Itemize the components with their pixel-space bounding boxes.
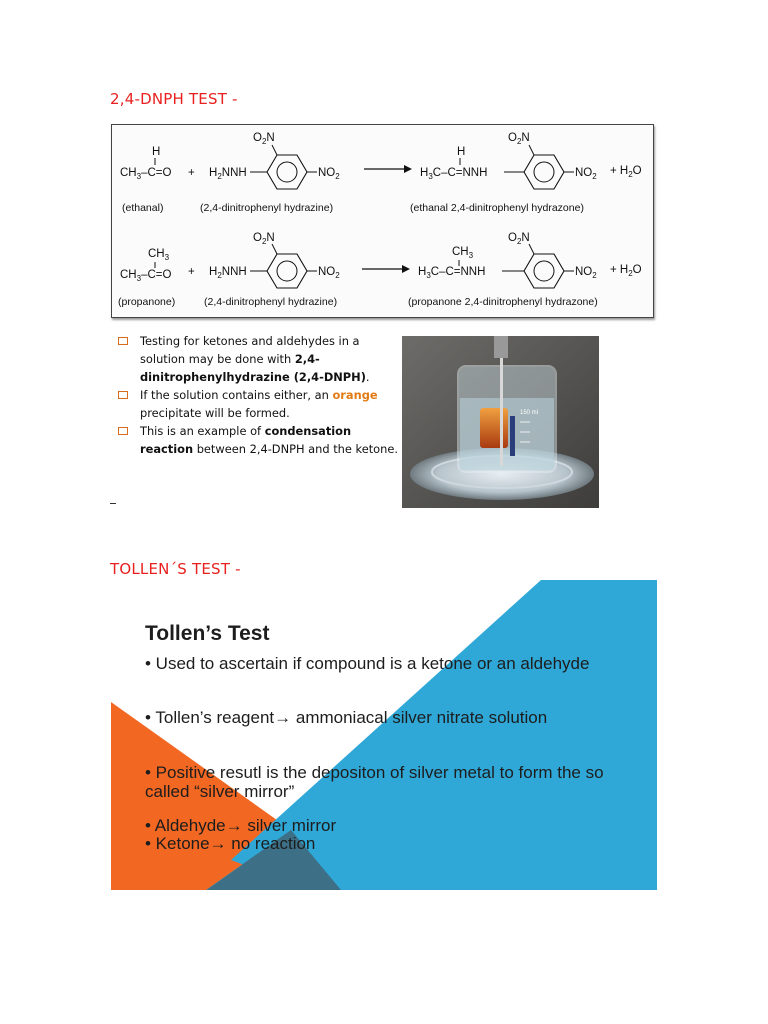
bullet-item: If the solution contains either, an orange precipitate will be formed. — [118, 386, 403, 422]
bullet-box-icon — [118, 427, 128, 435]
svg-text:O2N: $O_2N$ — [253, 232, 275, 246]
reaction-scheme-drawing — [112, 125, 653, 317]
slide-bullet: • Aldehyde→ silver mirror — [145, 816, 337, 835]
svg-text:NO2: $NO_2$ — [318, 167, 340, 181]
label-ethanal-hydrazone: (ethanal 2,4-dinitrophenyl hydrazone) — [410, 202, 584, 214]
bullet-box-icon — [118, 337, 128, 345]
tollens-slide — [111, 580, 657, 890]
svg-text:O2N: $O_2N$ — [253, 132, 275, 146]
svg-text:H3C–C=NNH: $H_3C-C=NNH$ — [420, 167, 488, 181]
label-propanone: (propanone) — [118, 296, 176, 308]
slide-title: Tollen’s Test — [145, 622, 270, 645]
slide-bullet: • Tollen’s reagent→ ammoniacal silver nitrate solution — [145, 708, 548, 727]
svg-text:+ H2O: + $H_2O$ — [610, 264, 642, 278]
svg-text:+: + — [188, 167, 195, 179]
label-hydrazine-2: (2,4-dinitrophenyl hydrazine) — [204, 296, 338, 308]
bullet-item: Testing for ketones and aldehydes in a solution may be done with 2,4-dinitrophenylhydrazine (2,4-DNPH). — [118, 332, 403, 386]
reaction-scheme — [111, 124, 654, 318]
svg-text:CH3: $CH_3$ — [148, 248, 170, 262]
dnph-heading: 2,4-DNPH TEST - — [110, 90, 238, 108]
beaker-photo — [402, 336, 599, 508]
svg-text:H: H — [457, 146, 466, 158]
svg-text:O2N: $O_2N$ — [508, 232, 530, 246]
slide-bullet: • Positive resutl is the depositon of silver metal to form the so called “silver mirror” — [145, 763, 604, 801]
slide-bullet: • Ketone→ no reaction — [145, 834, 316, 853]
bullet-item: This is an example of condensation reaction between 2,4-DNPH and the ketone. — [118, 422, 403, 458]
svg-text:H: H — [152, 146, 161, 158]
divider — [110, 503, 116, 504]
svg-text:NO2: $NO_2$ — [575, 167, 597, 181]
slide-bullet: • Used to ascertain if compound is a ketone or an aldehyde — [145, 654, 590, 673]
svg-text:H3C–C=NNH: $H_3C-C=NNH$ — [418, 266, 486, 280]
svg-text:+: + — [188, 266, 195, 278]
svg-text:H2NNH: $H_2NNH$ — [209, 167, 247, 181]
svg-text:NO2: $NO_2$ — [318, 266, 340, 280]
svg-text:CH3–C=O: $CH_3-C=O$ — [120, 269, 172, 283]
svg-text:NO2: $NO_2$ — [575, 266, 597, 280]
label-propanone-hydrazone: (propanone 2,4-dinitrophenyl hydrazone) — [408, 296, 598, 308]
svg-text:CH3–C=O: $CH_3-C=O$ — [120, 167, 172, 181]
svg-text:CH3: $CH_3$ — [452, 246, 474, 260]
beaker-volume-label: 150 ml — [520, 410, 539, 416]
svg-text:H2NNH: $H_2NNH$ — [209, 266, 247, 280]
tollens-heading: TOLLEN´S TEST - — [110, 560, 241, 578]
label-ethanal: (ethanal) — [122, 202, 164, 214]
beaker-illustration — [402, 336, 599, 508]
svg-text:O2N: $O_2N$ — [508, 132, 530, 146]
dnph-bullets — [118, 332, 403, 458]
svg-text:+ H2O: + $H_2O$ — [610, 165, 642, 179]
bullet-box-icon — [118, 391, 128, 399]
label-hydrazine-1: (2,4-dinitrophenyl hydrazine) — [200, 202, 334, 214]
